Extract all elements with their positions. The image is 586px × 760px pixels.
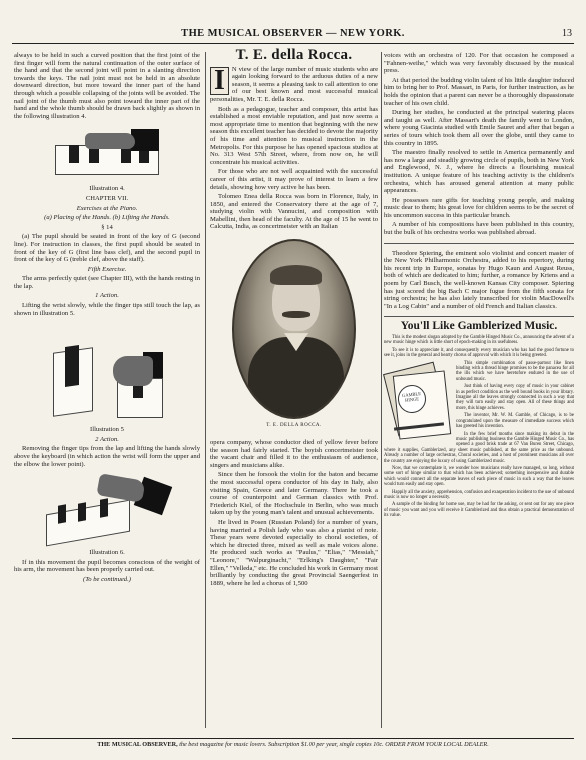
- middle-column: [210, 47, 378, 589]
- closing-paragraph: If in this movement the pupil becomes conscious of the weight of his arm, the movement has been properly carried out.: [14, 558, 200, 574]
- article-paragraph-4: Tolomeo Enea della Rocca was born in Florence, Italy, in 1850, and entered the Conservatory there at the age of 7, studying violin with Vannucini, and composition with Mabellini, then head of the faculty. At the age of 15 he went to Calcutta, India, as concertmeister with an Italian: [210, 193, 378, 231]
- ad-intro: This is the modest slogan adopted by the Gamble Hinged Music Co., announcing the advent of a new music hinge which is little short of epoch-making in its usefulness.: [384, 335, 574, 346]
- chapter-sections: (a) Placing of the Hands. (b) Lifting the Hands.: [44, 214, 170, 222]
- ad-paragraph-2: To see it is to appreciate it, and consequently every musician who has had the good fortune to see it, joins in the general and hearty chorus of approval with which it is being greeted.: [384, 347, 574, 359]
- dropcap-letter: I: [210, 67, 229, 95]
- book-label: GAMBLE HINGE: [397, 383, 428, 414]
- article-continued-2: At that period the budding violin talent of his little daughter induced him to bring her to Prof. Massart, in Paris, for further instruction, as he holds the opinion that a parent can never be a thoroughly dispassionate teacher of his own child.: [384, 76, 574, 107]
- footer-publication: THE MUSICAL OBSERVER,: [97, 741, 178, 748]
- portrait-image: [232, 239, 356, 419]
- article-continued-3: During her studies, he conducted at the principal watering places and taught as well. After Massart's death the family went to London, where young Giacinta studied with Emile Sauret and after that began a series of tours which took them all over the globe, until they came to this country in 1895.: [384, 109, 574, 147]
- article-title: T. E. della Rocca.: [235, 47, 353, 63]
- article-paragraph-1: N view of the large number of music students who are again looking forward to the arduous duties of a new season, it seems a pleasing task to call attention to one of our best known and most successful musical personalities, Mr. T. E. della Rocca.: [210, 65, 378, 103]
- illustration-5: [47, 322, 167, 422]
- page-footer: [12, 738, 574, 750]
- portrait-figure: [232, 239, 356, 435]
- ad-paragraph-5: The inventor, Mr. W. M. Gamble, of Chicago, is to be congratulated upon the measure of immediate success which has greeted his invention.: [456, 413, 574, 430]
- illustration-5-caption: Illustration 5: [90, 426, 124, 434]
- ad-title: You'll Like Gamblerized Music.: [400, 320, 558, 333]
- ad-paragraph-9: A sample of the binding for home use, may be had for the asking, or sent out for any one piece of music you want and you will receive it Gamblerized and thus obtain a practical demonstration of its value.: [384, 502, 574, 519]
- illustration-4: [51, 125, 163, 181]
- chapter-heading: CHAPTER VII.: [85, 194, 129, 202]
- action-2-paragraph: Removing the finger tips from the lap and lifting the hands slowly above the keyboard (in which action the wrist will form the upper and the elbow the lower point).: [14, 445, 200, 468]
- ad-body: [384, 335, 574, 519]
- fifth-exercise-heading: Fifth Exercise.: [87, 265, 127, 273]
- article-paragraph-5: opera company, whose conductor died of yellow fever before the season had fairly started. The boyish concertmeister took the vacant chair and filled it to the enthusiasm of audience, singers and musicians alike.: [210, 439, 378, 469]
- intro-paragraph: always to be held in such a curved position that the first joint of the first finger will form the natural continuation of the outer surface of the hand and that the second joint will point in a slanting direction towards the keys. The nail joint must not be held in an absolute downward direction, but more toward the inner part of the hand through which a possible collapsing of the joints will be avoided. The nail joint of the thumb must also point toward the inner part of the hand and the whole thumb should be drawn back slightly as shown in the following illustration 4.: [14, 52, 200, 120]
- left-column: [14, 52, 200, 586]
- ad-paragraph-6: In the few brief months since making its debut in the music publishing business the Gamble Hinged Music Co., has opened a good brisk trade at 67 Van Buren Street, Chicago, where it supplies, Gamblerized, any sheet music published, at the same price as the unbound. Already a number of large orchestras, Choral societies, and a host of prominent musicians all over the country are enjoying the luxury of using Gamblerized music.: [384, 431, 574, 464]
- continued-note: (To be continued.): [83, 576, 131, 583]
- column-divider-right: [381, 52, 382, 728]
- illustration-6-caption: Illustration 6.: [89, 549, 125, 557]
- fifth-exercise-paragraph: The arms perfectly quiet (see Chapter III), with the hands resting in the lap.: [14, 275, 200, 290]
- article-continued-6: A number of his compositions have been published in this country, but the bulk of his orchestra works was published abroad.: [384, 221, 574, 237]
- ad-paragraph-8: Happily all the anxiety, apprehension, confusion and exasperation incident to the use of unbound music is now no longer a necessity.: [384, 489, 574, 500]
- action-1-heading: 1 Action.: [95, 292, 119, 300]
- portrait-caption: T. E. DELLA ROCCA.: [266, 423, 322, 429]
- ad-paragraph-7: Now, that we contemplate it, we wonder how musicians really have managed, so long, without some sort of hinge similar to that which has been achieved; something inexpensive and durable which would connect all the separate leaves of each piece of music in such a way that the leaves would turn easily and stay open.: [384, 465, 574, 488]
- article-paragraph-6: Since then he forsook the violin for the baton and became the most successful opera conductor of his day in Italy, also visiting Spain, Greece and later Germany. There he took a course of counterpoint and German classics with Prof. Friederich Kiel, of the Hochschule in Berlin, who was much taken up by the young man's talent and unusual achievements.: [210, 471, 378, 517]
- spiering-paragraph: Theodore Spiering, the eminent solo violinist and concert master of the New York Philharmonic Orchestra, added to his repertory, during his recent trip in Europe, sonatas by Hugo Kaun and August Reuss, both of which are dedicated to him; further, a romance by Kriens and a poem by Carl Busch, the well-known Kansas City composer. Spiering has just scored the big Bach C major fugue from the fifth sonata for string orchestra; he has also lately transcribed for violin MacDowell's "In a Log Cabin" and a number of old French and Italian classics.: [384, 249, 574, 310]
- section-divider-2: [384, 316, 574, 317]
- article-continued-5: He possesses rare gifts for teaching young people, and making music dear to them; his great love for children seems to be the secret of his uncommon success in this particular branch.: [384, 196, 574, 219]
- article-continued-1: voices with an orchestra of 120. For that occasion he composed a "Fahnen-weihe," which was very favorably discussed by the musical press.: [384, 52, 574, 75]
- page-header: [12, 28, 574, 44]
- right-column: [384, 52, 574, 521]
- action-2-heading: 2 Action.: [95, 435, 119, 443]
- header-title: THE MUSICAL OBSERVER — NEW YORK.: [181, 28, 405, 39]
- ad-paragraph-3: This simple combination of passe-partout like linen binding with a thread hinge promises to be the panacea for all the ills which we have heretofore endured in the use of unbound music.: [456, 360, 574, 382]
- illustration-4-caption: Illustration 4.: [89, 185, 125, 193]
- section-number: § 14: [101, 223, 113, 231]
- article-paragraph-2: Both as a pedagogue, teacher and composer, this artist has established a most enviable reputation, and just now seems a most appropriate time to mention that beginning with the new season this excellent teacher has decided to devote the majority of his time and attention to musical instruction in the Metropolis. For this purpose he has opened spacious studios at No. 313 West 57th Street, where, from now on, he will concentrate his musical activities.: [210, 105, 378, 166]
- section-a-paragraph: (a) The pupil should be seated in front of the key of G (second line). For instruction in classes, the first pupil should be seated in front of the key of G (first line bass clef), and the second pupil in front of the key of G (treble clef, above the staff).: [14, 233, 200, 264]
- footer-tagline: the best magazine for music lovers. Subscription $1.00 per year, single copies 10c. ORDER FROM YOUR LOCAL DEALER.: [179, 741, 489, 748]
- gamble-hinge-book-illustration: [384, 363, 452, 441]
- column-divider-left: [205, 52, 206, 728]
- article-paragraph-3: For those who are not well acquainted with the successful career of this artist, it may prove of interest to learn a few details, showing how very active he has been.: [210, 168, 378, 191]
- section-divider: [384, 243, 574, 244]
- article-paragraph-7: He lived in Posen (Russian Poland) for a number of years, having married a Polish lady who was also a pianist of note. These years were devoted especially to choral societies, of which he directed three, mixed as well as male voices alone. He produced such works as "Paulus," "Elias," "Messiah," "Leonore," "Walpurginacht," "Erlking's Daughter," "Fair Ellen," "Velleda," etc. He concluded his work in Germany most brilliantly by conducting the great Provincial Saengerfest in 1889, where he led a chorus of 1,500: [210, 519, 378, 587]
- chapter-subtitle: Exercises at the Piano.: [76, 204, 138, 212]
- article-continued-4: The maestro finally resolved to settle in America permanently and has now a large and steadily growing circle of pupils, both in New York and Englewood, N. J., where he directs a flourishing musical institution. A unique feature of his teaching activity is the children's orchestra, which has aroused general attention at many public appearances.: [384, 149, 574, 195]
- page-number: 13: [562, 28, 572, 39]
- ad-paragraph-4: Just think of having every copy of music in your cabinet in as perfect condition as the well bound books in your library. Imagine all the leaves strongly connected in such a way that they will turn easily and stay open. All of these things and more, this hinge achieves.: [456, 384, 574, 411]
- illustration-6: [42, 473, 172, 545]
- action-1-paragraph: Lifting the wrist slowly, while the finger tips still touch the lap, as shown in illustration 5.: [14, 302, 200, 317]
